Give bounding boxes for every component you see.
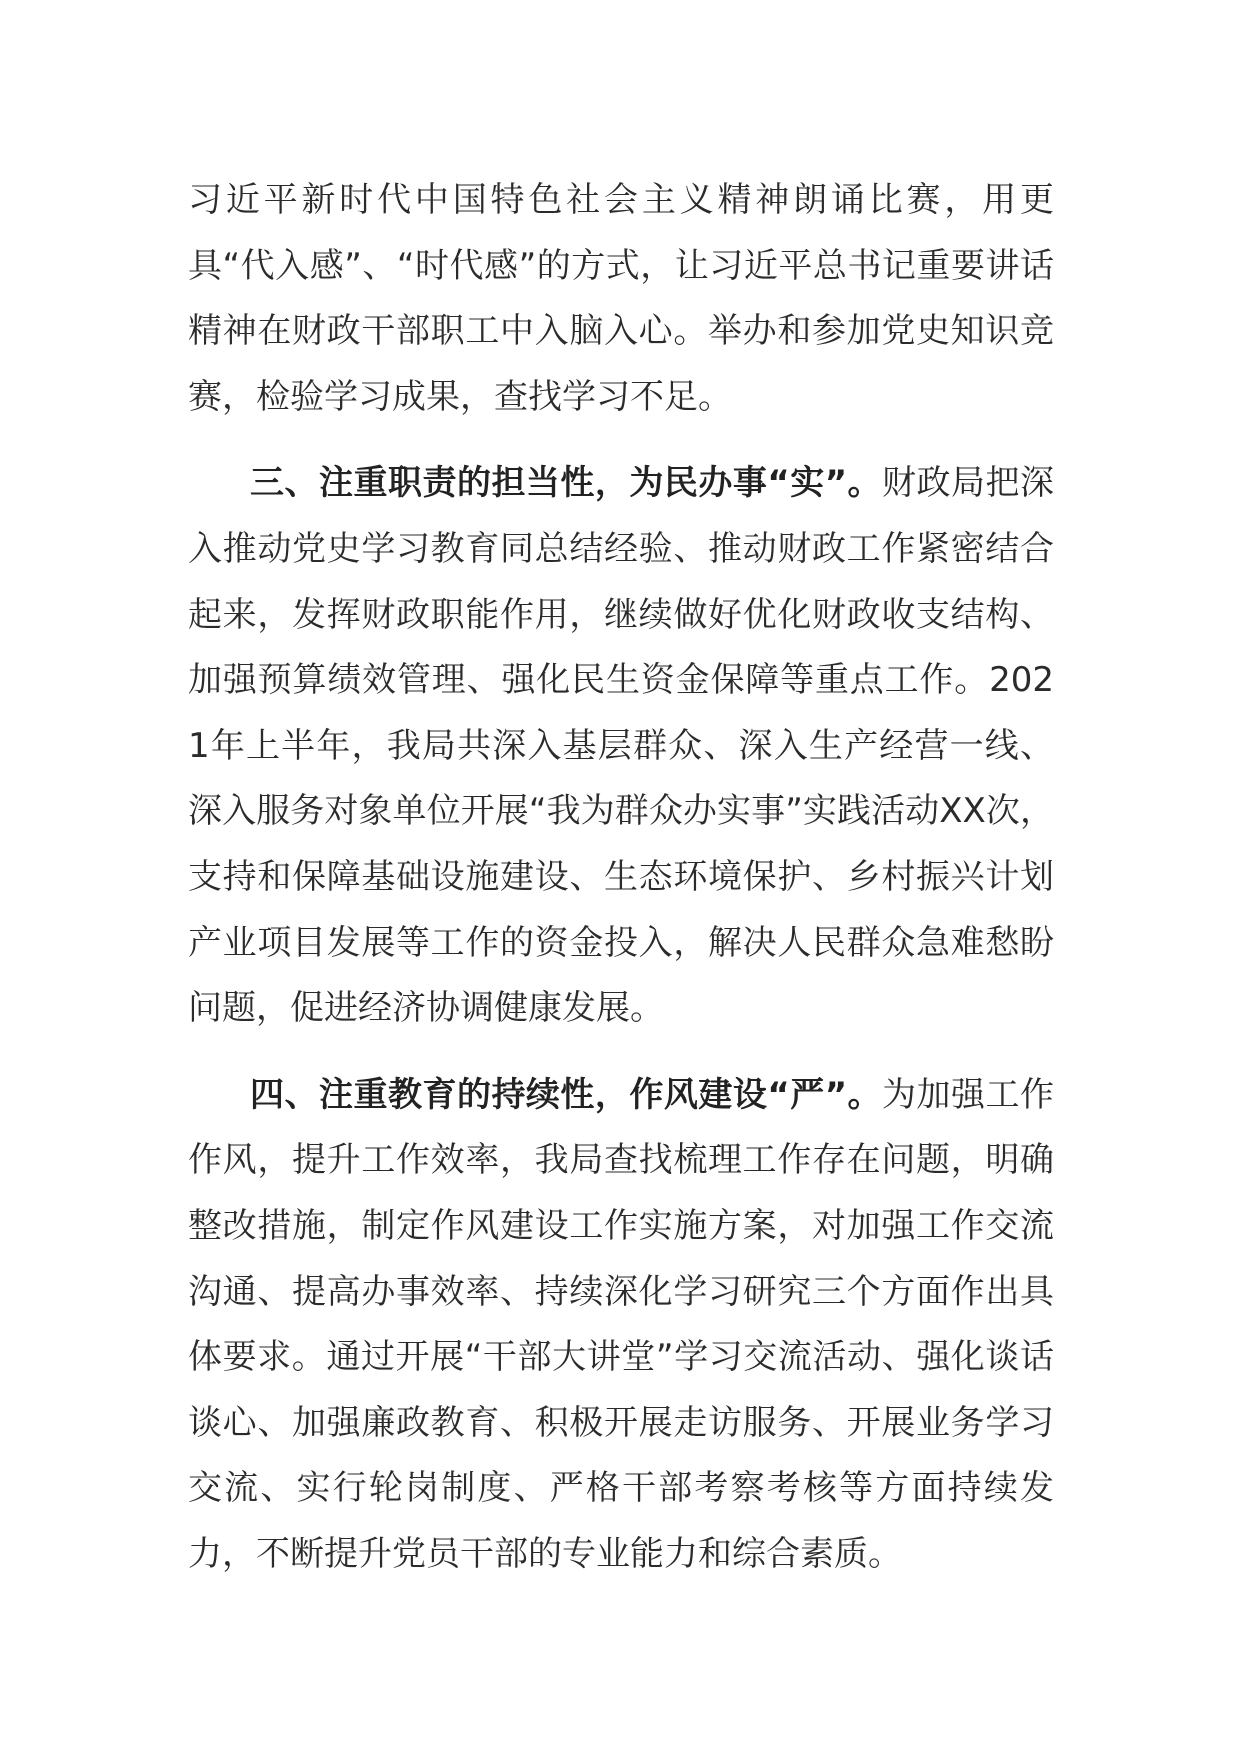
document-page [188,168,1054,1587]
paragraph-section-four [188,1063,1054,1588]
section-heading: 三、注重职责的担当性，为民办事“实”。 [250,463,883,504]
paragraph-text: 财政局把深入推动党史学习教育同总结经验、推动财政工作紧密结合起来，发挥财政职能作用，继续做好优化财政收支结构、加强预算绩效管理、强化民生资金保障等重点工作。2021年上半年，我局共深入基层群众、深入生产经营一线、深入服务对象单位开展“我为群众办实事”实践活动XX次，支持和保障基础设施建设、生态环境保护、乡村振兴计划产业项目发展等工作的资金投入，解决人民群众急难愁盼问题，促进经济协调健康发展。 [188,463,1054,1029]
paragraph-section-three [188,451,1054,1041]
paragraph-text: 习近平新时代中国特色社会主义精神朗诵比赛，用更具“代入感”、“时代感”的方式，让习近平总书记重要讲话精神在财政干部职工中入脑入心。举办和参加党史知识竞赛，检验学习成果，查找学习不足。 [188,180,1054,417]
paragraph-text: 为加强工作作风，提升工作效率，我局查找梳理工作存在问题，明确整改措施，制定作风建设工作实施方案，对加强工作交流沟通、提高办事效率、持续深化学习研究三个方面作出具体要求。通过开展“干部大讲堂”学习交流活动、强化谈话谈心、加强廉政教育、积极开展走访服务、开展业务学习交流、实行轮岗制度、严格干部考察考核等方面持续发力，不断提升党员干部的专业能力和综合素质。 [188,1074,1054,1574]
paragraph-continuation [188,168,1054,430]
section-heading: 四、注重教育的持续性，作风建设“严”。 [250,1074,883,1115]
